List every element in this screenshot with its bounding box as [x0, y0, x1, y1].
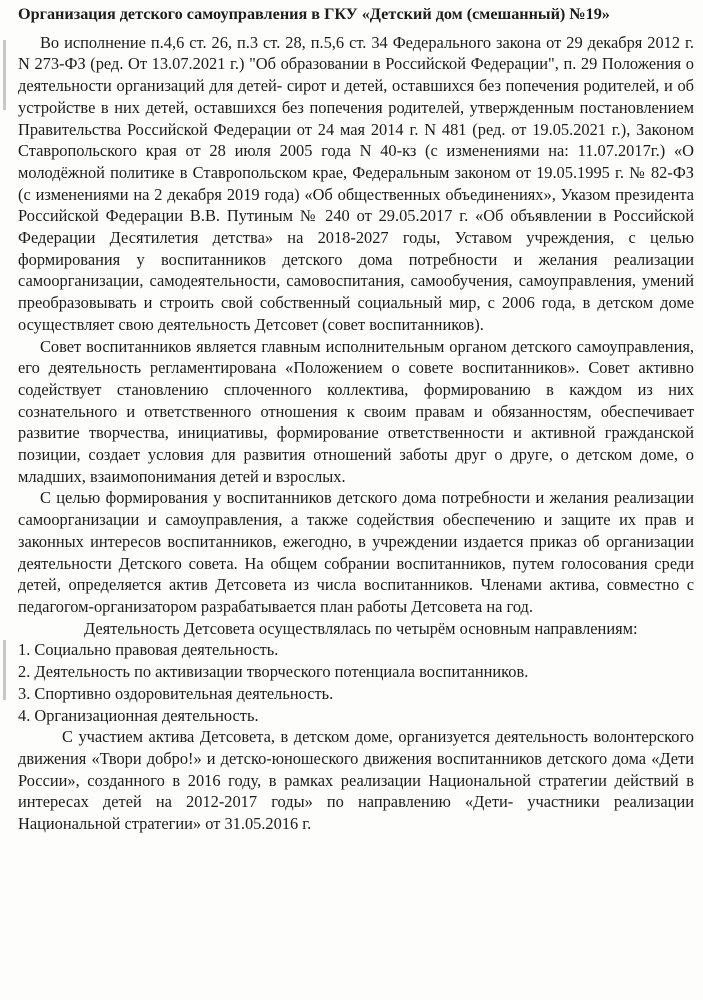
list-item: 1. Социально правовая деятельность.	[18, 640, 279, 660]
list-item: 4. Организационная деятельность.	[18, 705, 259, 725]
document-title: Организация детского самоуправления в ГКУ «Детский дом (смешанный) №19»	[18, 5, 610, 23]
directions-intro: Деятельность Детсовета осуществлялась по четырём основным направлениям:	[84, 618, 638, 638]
list-item: 3. Спортивно оздоровительная деятельность.	[18, 683, 334, 703]
paragraph-council-formation: С целью формирования у воспитанников детского дома потребности и желания реализации самоорганизации и самоуправления, а также содействия обеспечению и защите их прав и законных интересов воспитанников, ежегодно, в учреждении издается приказ об организации деятельности Детского совета. На общем собрании воспитанников, путем голосования среди детей, определяется актив Детсовета из числа воспитанников. Членами актива, совместно с педагогом-организатором разрабатывается план работы Детсовета на год.	[18, 488, 694, 616]
directions-list	[18, 639, 694, 726]
scan-edge-mark	[3, 40, 6, 110]
document-body	[18, 4, 694, 835]
scan-edge-mark	[3, 640, 6, 700]
paragraph-volunteer-movement: С участием актива Детсовета, в детском доме, организуется деятельность волонтерского движения «Твори добро!» и детско-юношеского движения воспитанников детского дома «Дети России», созданного в 2016 году, в рамках реализации Национальной стратегии действий в интересах детей на 2012-2017 годы» по направлению «Дети- участники реализации Национальной стратегии» от 31.05.2016 г.	[18, 727, 694, 834]
paragraph-council-role: Совет воспитанников является главным исполнительным органом детского самоуправления, его деятельность регламентирована «Положением о совете воспитанников». Совет активно содействует становлению сплоченного коллектива, формированию в каждом из них сознательного и ответственного отношения к своим правам и обязанностям, обеспечивает развитие творчества, инициативы, формирование ответственности и активной гражданской позиции, создает условия для развития отношений заботы друг о друге, о детском доме, о младших, взаимопонимания детей и взрослых.	[18, 336, 694, 486]
paragraph-legal-basis: Во исполнение п.4,6 ст. 26, п.3 ст. 28, п.5,6 ст. 34 Федерального закона от 29 декабря 2012 г. N 273-ФЗ (ред. От 13.07.2021 г.) "Об образовании в Российской Федерации", п. 29 Положения о деятельности организаций для детей- сирот и детей, оставшихся без попечения родителей, и об устройстве в них детей, оставшихся без попечения родителей, утвержденным постановлением Правительства Российской Федерации от 24 мая 2014 г. N 481 (ред. от 19.05.2021 г.), Законом Ставропольского края от 28 июля 2005 года N 40-кз (с изменениями на: 11.07.2017г.) «О молодёжной политике в Ставропольском крае, Федеральным законом от 19.05.1995 г. № 82-ФЗ (с изменениями на 2 декабря 2019 года) «Об общественных объединениях», Указом президента Российской Федерации В.В. Путиным № 240 от 29.05.2017 г. «Об объявлении в Российской Федерации Десятилетия детства» на 2018-2027 годы, Уставом учреждения, с целью формирования у воспитанников детского дома потребности и желания реализации самоорганизации, самодеятельности, самовоспитания, самообучения, самоуправления, умений преобразовывать и строить свой собственный социальный мир, с 2006 года, в детском доме осуществляет свою деятельность Детсовет (совет воспитанников).	[18, 32, 694, 334]
list-item: 2. Деятельность по активизации творческого потенциала воспитанников.	[18, 662, 529, 682]
